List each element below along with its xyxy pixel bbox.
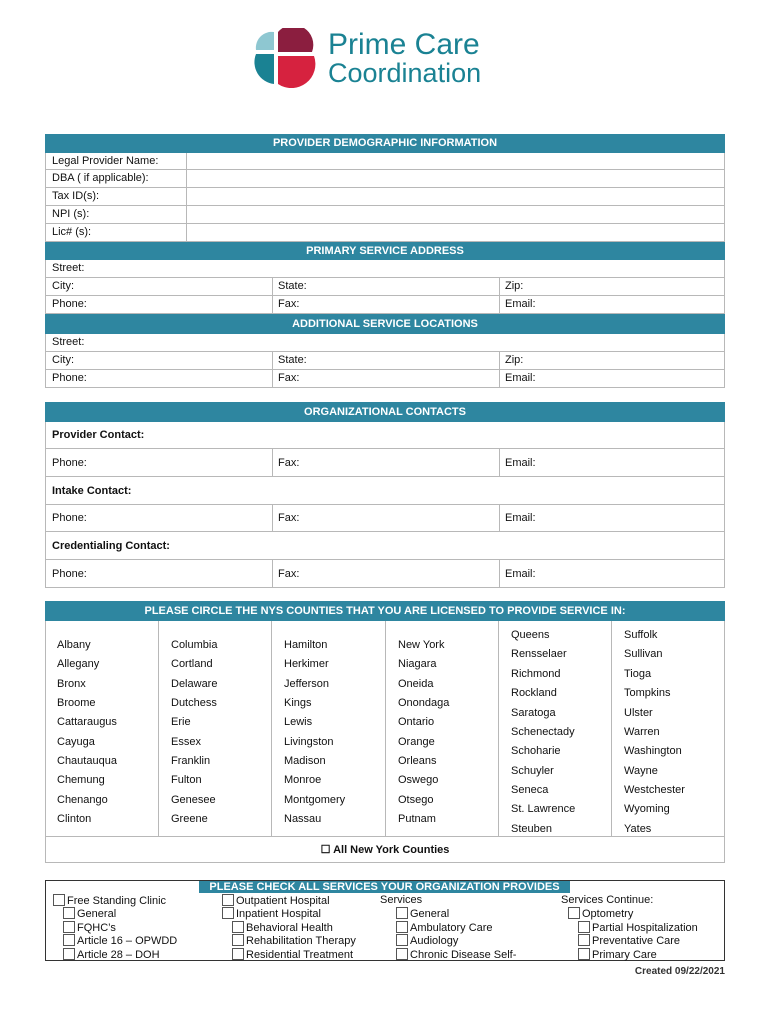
intake-contact-email[interactable]: Email: [505,512,536,524]
county-item[interactable]: Essex [171,736,201,748]
primary-phone-field[interactable]: Phone: [52,298,87,310]
county-item[interactable]: Nassau [284,813,322,825]
county-item[interactable]: Greene [171,813,208,825]
service-label: Optometry [582,908,634,920]
primary-email-field[interactable]: Email: [505,298,536,310]
service-label: Chronic Disease Self- [410,949,517,961]
credentialing-contact-email[interactable]: Email: [505,568,536,580]
service-checkbox[interactable] [396,934,458,949]
lic-label: Lic# (s): [52,226,92,238]
primary-city-field[interactable]: City: [52,280,74,292]
county-item[interactable]: Broome [57,697,96,709]
county-item[interactable]: Lewis [284,716,313,728]
county-item[interactable]: Madison [284,755,326,767]
service-checkbox[interactable] [578,934,680,949]
county-column-6 [611,621,725,837]
county-item[interactable]: Franklin [171,755,211,767]
county-item[interactable]: Rockland [511,687,557,699]
section-header-additional-locations: ADDITIONAL SERVICE LOCATIONS [45,314,725,334]
county-item[interactable]: Cortland [171,658,213,670]
lic-field[interactable] [186,224,724,241]
county-item[interactable]: Warren [624,726,660,738]
checkbox-icon [232,948,244,960]
intake-contact-fax[interactable]: Fax: [278,512,300,524]
additional-street-field[interactable]: Street: [52,336,85,348]
primary-fax-field[interactable]: Fax: [278,298,300,310]
legal-name-label: Legal Provider Name: [52,155,159,167]
checkbox-icon [53,894,65,906]
checkbox-icon [578,934,590,946]
county-item[interactable]: Richmond [511,668,561,680]
logo-title: Prime Care [328,28,480,61]
checkbox-icon [222,894,234,906]
primary-street-field[interactable]: Street: [52,262,85,274]
county-item[interactable]: Steuben [511,823,552,835]
service-label: Free Standing Clinic [67,895,167,907]
intake-contact-field[interactable]: Intake Contact: [52,485,132,497]
county-column-5 [498,621,611,837]
service-label: FQHC’s [77,922,116,934]
county-item[interactable]: Clinton [57,813,92,825]
inpatient-hospital-checkbox[interactable] [222,907,321,922]
county-item[interactable]: Erie [171,716,191,728]
tax-id-label: Tax ID(s): [52,190,100,202]
provider-contact-email[interactable]: Email: [505,457,536,469]
service-label: Rehabilitation Therapy [246,935,356,947]
county-item[interactable]: Schoharie [511,745,561,757]
county-item[interactable]: Herkimer [284,658,329,670]
service-label: Preventative Care [592,935,681,947]
county-item[interactable]: New York [398,639,445,651]
service-label: Inpatient Hospital [236,908,321,920]
service-label: Partial Hospitalization [592,922,698,934]
credentialing-contact-phone[interactable]: Phone: [52,568,87,580]
intake-contact-phone[interactable]: Phone: [52,512,87,524]
service-label: Ambulatory Care [410,922,493,934]
county-item[interactable]: Rensselaer [511,648,567,660]
county-item[interactable]: Otsego [398,794,434,806]
county-item[interactable]: Wyoming [624,803,670,815]
county-item[interactable]: Onondaga [398,697,450,709]
county-item[interactable]: Putnam [398,813,436,825]
county-item[interactable]: Cayuga [57,736,95,748]
dba-label: DBA ( if applicable): [52,172,149,184]
county-item[interactable]: Saratoga [511,707,556,719]
service-label: Behavioral Health [246,922,333,934]
county-item[interactable]: Queens [511,629,550,641]
county-item[interactable]: Columbia [171,639,218,651]
service-label: Outpatient Hospital [236,895,330,907]
county-item[interactable]: Livingston [284,736,334,748]
county-item[interactable]: Jefferson [284,678,330,690]
section-header-provider-demographic: PROVIDER DEMOGRAPHIC INFORMATION [45,134,725,153]
section-header-services: PLEASE CHECK ALL SERVICES YOUR ORGANIZATION PROVIDES [199,881,570,893]
additional-fax-field[interactable]: Fax: [278,372,300,384]
service-label: General [410,908,450,920]
county-item[interactable]: Orleans [398,755,437,767]
county-item[interactable]: Seneca [511,784,549,796]
checkbox-icon [232,934,244,946]
county-item[interactable]: Delaware [171,678,218,690]
service-label: Primary Care [592,949,657,961]
checkbox-icon [578,948,590,960]
county-item[interactable]: Ontario [398,716,435,728]
service-checkbox[interactable] [578,948,657,963]
county-item[interactable]: Oswego [398,774,439,786]
checkbox-icon [63,907,75,919]
logo-mark-icon [246,28,318,88]
service-label: Audiology [410,935,459,947]
county-item[interactable]: Tioga [624,668,652,680]
services-heading: Services [380,894,423,906]
county-item[interactable]: Niagara [398,658,437,670]
section-header-counties: PLEASE CIRCLE THE NYS COUNTIES THAT YOU ARE LICENSED TO PROVIDE SERVICE IN: [45,601,725,621]
tax-id-field[interactable] [186,188,724,205]
service-checkbox[interactable] [63,948,160,963]
county-column-2 [158,621,271,837]
county-item[interactable]: Suffolk [624,629,658,641]
county-item[interactable]: Yates [624,823,652,835]
county-item[interactable]: Montgomery [284,794,346,806]
county-item[interactable]: Westchester [624,784,685,796]
county-item[interactable]: Bronx [57,678,86,690]
checkbox-icon [232,921,244,933]
checkbox-icon [63,921,75,933]
checkbox-icon [63,934,75,946]
optometry-checkbox[interactable] [568,907,633,922]
credentialing-contact-fax[interactable]: Fax: [278,568,300,580]
county-item[interactable]: Monroe [284,774,322,786]
county-column-1 [45,621,158,837]
credentialing-contact-field[interactable]: Credentialing Contact: [52,540,170,552]
all-counties-checkbox[interactable]: ☐ All New York Counties [320,844,450,856]
county-item[interactable]: Schuyler [511,765,554,777]
service-checkbox[interactable] [232,948,353,963]
provider-contact-field[interactable]: Provider Contact: [52,429,145,441]
logo [246,28,536,88]
checkbox-icon [578,921,590,933]
logo-subtitle: Coordination [328,58,482,88]
dba-field[interactable] [186,170,724,187]
provider-contact-fax[interactable]: Fax: [278,457,300,469]
service-label: Residential Treatment [246,949,353,961]
checkbox-icon [396,948,408,960]
service-checkbox[interactable] [396,948,516,963]
checkbox-icon [568,907,580,919]
county-item[interactable]: Genesee [171,794,216,806]
additional-state-field[interactable]: State: [278,354,307,366]
service-checkbox[interactable] [396,907,449,922]
county-item[interactable]: Kings [284,697,312,709]
county-item[interactable]: Oneida [398,678,434,690]
checkbox-icon [396,907,408,919]
county-item[interactable]: Wayne [624,765,658,777]
additional-zip-field[interactable]: Zip: [505,354,524,366]
checkbox-icon [222,907,234,919]
county-item[interactable]: Dutchess [171,697,217,709]
primary-zip-field[interactable]: Zip: [505,280,524,292]
created-date: Created 09/22/2021 [634,966,725,977]
county-item[interactable]: Chemung [57,774,105,786]
provider-contact-phone[interactable]: Phone: [52,457,87,469]
checkbox-icon [396,934,408,946]
additional-phone-field[interactable]: Phone: [52,372,87,384]
service-checkbox[interactable] [63,907,116,922]
county-item[interactable]: Hamilton [284,639,328,651]
additional-email-field[interactable]: Email: [505,372,536,384]
checkbox-icon [63,948,75,960]
county-item[interactable]: Orange [398,736,435,748]
county-item[interactable]: St. Lawrence [511,803,576,815]
services-continue-heading: Services Continue: [561,894,654,906]
service-label: Article 16 – OPWDD [77,935,178,947]
county-item[interactable]: Allegany [57,658,100,670]
service-checkbox[interactable] [63,934,177,949]
county-item[interactable]: Ulster [624,707,653,719]
checkbox-icon [396,921,408,933]
npi-label: NPI (s): [52,208,90,220]
county-item[interactable]: Chenango [57,794,108,806]
legal-name-field[interactable] [186,153,724,169]
county-column-4 [385,621,498,837]
section-header-primary-address: PRIMARY SERVICE ADDRESS [45,242,725,260]
service-label: General [77,908,117,920]
service-label: Article 28 – DOH [77,949,160,961]
npi-field[interactable] [186,206,724,223]
county-item[interactable]: Albany [57,639,91,651]
additional-city-field[interactable]: City: [52,354,74,366]
county-item[interactable]: Schenectady [511,726,575,738]
section-header-org-contacts: ORGANIZATIONAL CONTACTS [45,402,725,422]
county-item[interactable]: Washington [624,745,682,757]
county-item[interactable]: Sullivan [624,648,663,660]
primary-state-field[interactable]: State: [278,280,307,292]
service-checkbox[interactable] [232,934,356,949]
county-item[interactable]: Fulton [171,774,202,786]
county-column-3 [271,621,385,837]
county-item[interactable]: Cattaraugus [57,716,117,728]
county-item[interactable]: Tompkins [624,687,671,699]
county-item[interactable]: Chautauqua [57,755,117,767]
